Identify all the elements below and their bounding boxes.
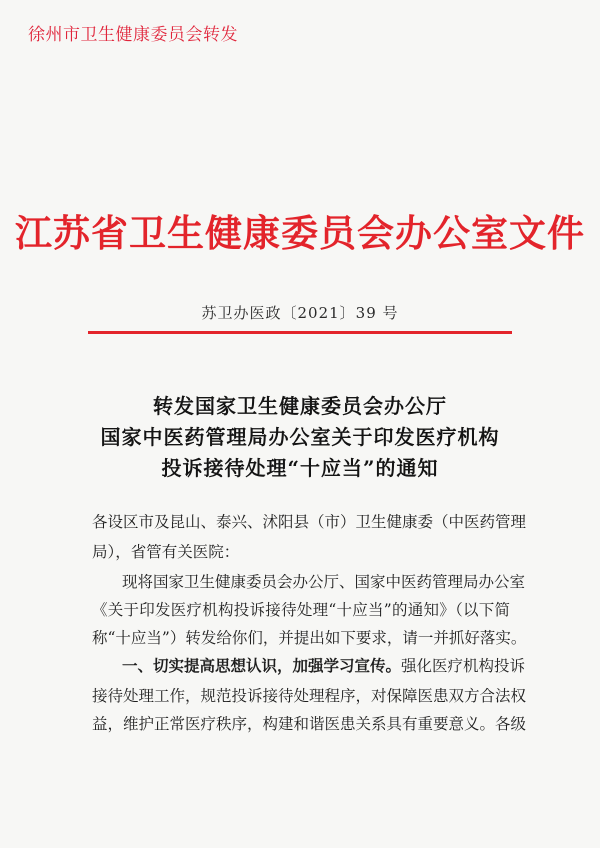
document-number: 苏卫办医政〔2021〕39 号 xyxy=(201,304,399,322)
forwarding-stamp: 徐州市卫生健康委员会转发 xyxy=(28,25,238,45)
document-masthead: 江苏省卫生健康委员会办公室文件 xyxy=(15,211,585,255)
title-line-2: 国家中医药管理局办公室关于印发医疗机构 xyxy=(100,425,500,449)
title-line-1: 转发国家卫生健康委员会办公厅 xyxy=(153,394,447,418)
paragraph1-line-2: 《关于印发医疗机构投诉接待处理“十应当”的通知》（以下简 xyxy=(92,601,510,619)
red-divider-line xyxy=(88,331,512,334)
paragraph1-line-3: 称“十应当”）转发给你们，并提出如下要求，请一并抓好落实。 xyxy=(92,629,527,647)
paragraph2-line-1-rest: 强化医疗机构投诉 xyxy=(401,657,526,675)
paragraph2-line-2: 接待处理工作，规范投诉接待处理程序，对保障医患双方合法权 xyxy=(92,687,527,705)
paragraph1-line-1: 现将国家卫生健康委员会办公厅、国家中医药管理局办公室 xyxy=(122,573,526,591)
paragraph2-line-1 xyxy=(122,656,526,676)
salutation-line-2: 局），省管有关医院： xyxy=(92,543,240,561)
salutation-line-1: 各设区市及昆山、泰兴、沭阳县（市）卫生健康委（中医药管理 xyxy=(92,513,527,531)
section-heading: 一、切实提高思想认识，加强学习宣传。 xyxy=(122,657,402,675)
paragraph2-line-3: 益，维护正常医疗秩序，构建和谐医患关系具有重要意义。各级 xyxy=(92,715,527,733)
title-line-3: 投诉接待处理“十应当”的通知 xyxy=(161,456,439,480)
